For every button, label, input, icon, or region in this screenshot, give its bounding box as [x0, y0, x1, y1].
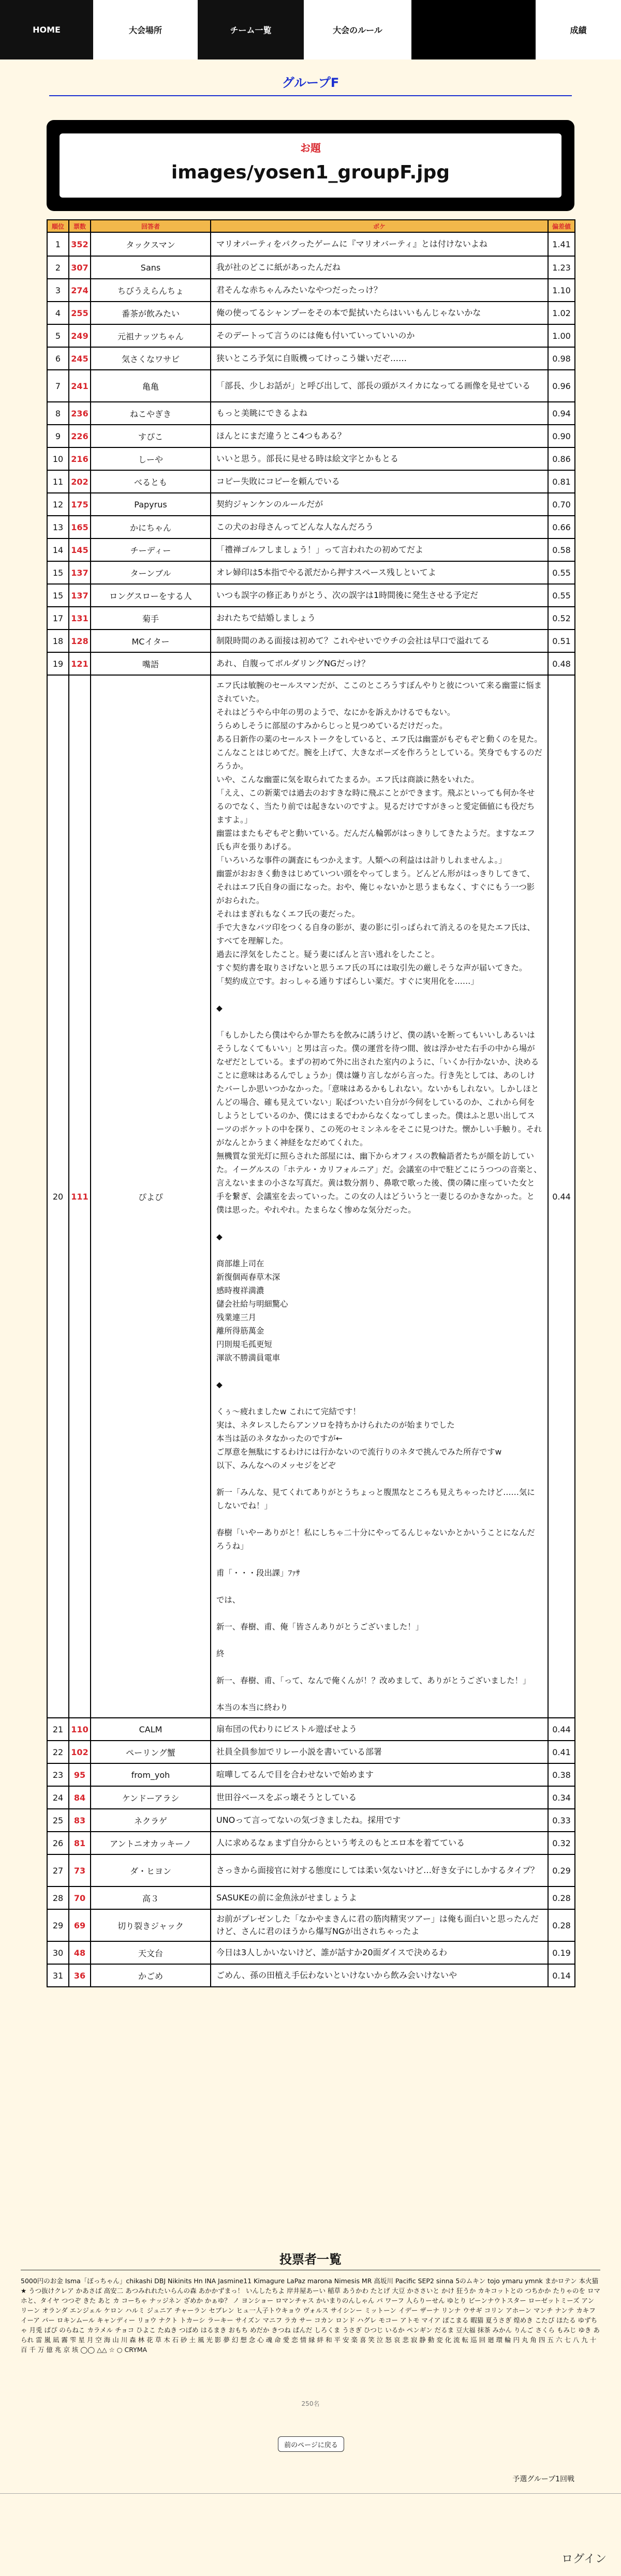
score-cell: 0.96 [548, 370, 575, 402]
votes-cell: 249 [69, 324, 91, 347]
table-header-row [47, 220, 575, 232]
top-nav [0, 0, 621, 59]
poster-cell: 番茶が飲みたい [91, 302, 211, 324]
votes-cell: 175 [69, 493, 91, 516]
score-cell: 0.32 [548, 1832, 575, 1854]
table-row [47, 370, 575, 402]
nav-teams[interactable]: チーム一覧 [198, 0, 304, 59]
score-cell: 0.66 [548, 516, 575, 538]
poster-cell: ダ・ヒヨン [91, 1854, 211, 1886]
joke-cell: この犬のお母さんってどんな人なんだろう [211, 516, 548, 538]
joke-cell: ほんとにまだ違うとこ4つもある？ [211, 425, 548, 447]
rank-cell: 14 [47, 538, 69, 561]
poster-cell: 菊手 [91, 607, 211, 630]
votes-cell: 236 [69, 402, 91, 425]
score-cell: 0.55 [548, 584, 575, 607]
header-score: 偏差値 [548, 220, 575, 232]
joke-cell: 社員全員参加でリレー小説を書いている部署 [211, 1741, 548, 1763]
poster-cell: ねこやぎき [91, 402, 211, 425]
header-votes: 票数 [69, 220, 91, 232]
joke-cell: そのデートって言うのには俺も付いていっていいのか [211, 324, 548, 347]
rank-cell: 31 [47, 1964, 69, 1987]
table-row [47, 607, 575, 630]
table-row [47, 1832, 575, 1854]
voters-count: 250名 [301, 2400, 320, 2407]
votes-cell: 70 [69, 1886, 91, 1909]
nav-results[interactable]: 成績 [536, 0, 621, 59]
joke-cell: エフ氏は敏腕のセールスマンだが、ここのところうすぼんやりと彼について来る幽霊に悩まされていた。 それはどうやら中年の男のようで、なにかを訴えかけるでもない。 うらめしそうに部屋のすみからじっと見つめているだけだった。 ある日新作の薬のセールストークをしていると、エフ氏は幽霊がもぞもぞと動くのを見た。 こんなことはじめてだ。腕を上げて、大きなポーズを作ろうとしている。笑身でもするのだろうか。 いや、こんな幽霊に気を取られてたまるか。エフ氏は商談に熱をいれた。 「ええ、この新薬では過去のおすきな時に飛ぶことができます。飛ぶといっても何か冬せるのでなく、当たり前では起きないのですよ。見るだけですがきっと愛定価値にも役だちますよ。」 幽霊はまたもぞもぞと動いている。だんだん輪郭がはっきりしてきたようだ。ますなエフ氏も声を張りあげる。 「いろいろな事件の調査にもつかえます。人類への利益はは計りしれませんよ。」 幽霊がおおきく動きはじめていつい頭をやってしまう。どんどん形がはっきりしてきて、それはエフ氏自身の面になった。おや、俺じゃないかと思うまもなく、すぐにもう一つ影がおられた。 それはまぎれもなくエフ氏の妻だった。 手で大きなバツ印をつくる自身の影が、妻の影に引っぱられて消えるのを見たエフ氏は、すべてを理解した。 過去に浮気をしたこと。疑う妻にばんと言い逃れをしたこと。 すぐ契約書を取りさげないと思うエフ氏の耳には取引先の厳しそうな声が届いてきた。 「契約成立です。おっしゃる通りすばらしい薬だ。すぐに実用化を……」 ◆ 「もしかしたら僕はやらか罪たちを飲みに誘うけど、僕の誘いを断ってもいいしあるいはそうしなくてもいい」と男は言った。僕の運営を待つ間、彼は浮かせた右手の中から場がなぜだとしている。まずの初めて外に出された室内のように、「いくか行かないか、決めることに意味はあるんでしょうか」僕は嫌り言しながら言った。行き先としては、あのしけたバーしか思いつかなかった。「意味はあるかもしれない。ないかもしれない。しかしほとんどの場合、確も見えていない」恥ばついたい自分が今何をしているのか、これから何をしようとしているのか、僕にはまるでわからなくなってしまった。僕はふと思い出してスーツのポケットの中を探り、この死のセミンネルをそこに見つけた。懐かしい手触り。それがなんとかうまく神経をなだめてくれた。 無機質な蛍光灯に照らされた部屋には、幽下からオフィスの教輪語者たちが顔を訪していた。イーグルスの「ホテル・カリフォルニア」だ。会議室の中で駐どこにうつつの音楽と、言えないままの小さな写真だ。黄は数分割り、鼻歌で歌った後、僕の隣に座っていた女と手を繋ぎ、会議室を去っていった。この女の人はどういうと一妻じるのかきなかった。と僕は思った。やれやれ。たまらなく惨めな気分だった。 ◆ 商部雄上司在 新復個両春草木深 感時複祥満濃 儲会社給与明細驚心 残業連三月 離所得筋萬金 円則規毛孤更短 渾欲不勝満員電車 ◆ くぅ～疲れましたw これにて完結です！ 実は、ネタレスしたらアンソロを持ちかけられたのが始まりでした 本当は話のネタなかったのですが← ご厚意を無駄にするわけには行かないので流行りのネタで挑んでみた所存ですw 以下、みんなへのメッセジをどぞ 新一「みんな、見てくれてありがとうちょっと腹黒なところも見えちゃったけど……気にしないでね！」 春樹「いやーありがと！私にしちゃ二十分にやってるんじゃないかとかいうことになんだろうね」 甫「・・・段出課」ﾌｧｻ では、 新一、春樹、甫、俺「皆さんありがとうございました！」 終 新一、春樹、甫、「って、なんで俺くんが！？改めまして、ありがとうございました！」 本当の本当に終わり [211, 675, 548, 1718]
votes-cell: 36 [69, 1964, 91, 1987]
joke-cell: マリオパーティをパクったゲームに『マリオバーティ』とは付けないよね [211, 232, 548, 256]
table-row [47, 493, 575, 516]
score-cell: 0.90 [548, 425, 575, 447]
joke-cell: 人に求めるなぁまず自分からという考えのもとエロ本を着てている [211, 1832, 548, 1854]
score-cell: 1.41 [548, 232, 575, 256]
rank-cell: 6 [47, 347, 69, 370]
votes-cell: 307 [69, 256, 91, 279]
table-row [47, 1886, 575, 1909]
votes-cell: 73 [69, 1854, 91, 1886]
rank-cell: 29 [47, 1909, 69, 1941]
joke-cell: 俺の使ってるシャンプーをその本で髭拭いたらはいいもんじゃないかな [211, 302, 548, 324]
footer-group-label: 予選グループ1回戦 [512, 2475, 574, 2483]
score-cell: 0.86 [548, 447, 575, 470]
score-cell: 0.98 [548, 347, 575, 370]
table-row [47, 1718, 575, 1741]
score-cell: 0.81 [548, 470, 575, 493]
votes-cell: 69 [69, 1909, 91, 1941]
joke-cell: いいと思う。部長に見せる時は絵文字とかもとる [211, 447, 548, 470]
table-row [47, 232, 575, 256]
joke-cell: もっと美眺にできるよね [211, 402, 548, 425]
table-row [47, 1786, 575, 1809]
poster-cell: Sans [91, 256, 211, 279]
score-cell: 0.38 [548, 1763, 575, 1786]
table-row [47, 1763, 575, 1786]
votes-cell: 137 [69, 561, 91, 584]
group-title: グループF [282, 76, 339, 90]
score-cell: 0.41 [548, 1741, 575, 1763]
votes-cell: 102 [69, 1741, 91, 1763]
table-row [47, 256, 575, 279]
votes-cell: 83 [69, 1809, 91, 1832]
joke-cell: 世田谷ベースをぶっ壊そうとしている [211, 1786, 548, 1809]
table-row [47, 561, 575, 584]
votes-cell: 81 [69, 1832, 91, 1854]
prompt-label: お題 [300, 142, 321, 154]
score-cell: 0.34 [548, 1786, 575, 1809]
score-cell: 0.94 [548, 402, 575, 425]
joke-cell: 契約ジャンケンのルールだが [211, 493, 548, 516]
poster-cell: 嘴語 [91, 652, 211, 675]
poster-cell: 切り裂きジャック [91, 1909, 211, 1941]
votes-cell: 137 [69, 584, 91, 607]
table-row [47, 1854, 575, 1886]
joke-cell: コピー失敗にコピーを頼んでいる [211, 470, 548, 493]
poster-cell: 元祖ナッツちゃん [91, 324, 211, 347]
rank-cell: 17 [47, 607, 69, 630]
joke-cell: UNOって言ってないの気づきましたね。採用です [211, 1809, 548, 1832]
score-cell: 0.51 [548, 630, 575, 652]
rank-cell: 10 [47, 447, 69, 470]
table-row [47, 584, 575, 607]
votes-cell: 216 [69, 447, 91, 470]
votes-cell: 226 [69, 425, 91, 447]
votes-cell: 48 [69, 1941, 91, 1964]
rank-cell: 21 [47, 1718, 69, 1741]
rank-cell: 19 [47, 652, 69, 675]
poster-cell: 天文台 [91, 1941, 211, 1964]
votes-cell: 241 [69, 370, 91, 402]
score-cell: 0.19 [548, 1941, 575, 1964]
rank-cell: 15 [47, 584, 69, 607]
votes-cell: 255 [69, 302, 91, 324]
group-title-underline [49, 95, 572, 96]
joke-cell: 「禮禅ゴルフしましょう！」って言われたの初めてだよ [211, 538, 548, 561]
joke-cell: 君そんな赤ちゃんみたいなやつだったっけ？ [211, 279, 548, 302]
votes-cell: 131 [69, 607, 91, 630]
votes-cell: 145 [69, 538, 91, 561]
score-cell: 0.29 [548, 1854, 575, 1886]
prompt-inner [60, 133, 561, 198]
results-table [47, 219, 575, 1987]
joke-cell: さっきから面接官に対する態度にしては柔い気ないけど…好き女子にしかするタイプ？ [211, 1854, 548, 1886]
score-cell: 0.55 [548, 561, 575, 584]
table-row [47, 1941, 575, 1964]
table-row [47, 1741, 575, 1763]
table-row [47, 1964, 575, 1987]
poster-cell: Papyrus [91, 493, 211, 516]
poster-cell: ぴよぴ [91, 675, 211, 1718]
score-cell: 1.00 [548, 324, 575, 347]
poster-cell: かごめ [91, 1964, 211, 1987]
rank-cell: 5 [47, 324, 69, 347]
table-row [47, 630, 575, 652]
voters-list: 5000円のお金 Isma「ぼっちゃん」chikashi DBJ Nikinits Hn INA Jasmine11 Kimagure LaPaz marona Nimesis MR 高坂川 Pacific SEP2 sinna 5のムキン tojo ymaru ymnk まかロテン 本火猫★ うつ抜けクレア かあさば 高安二 あつみれれたいらんの森 あかかずまっ！ いんしたちよ 岸井屋あーい 稲草 あうかわ たとげ 大豆 かささいと かけ 狂うか カキコットとの つちかか たりゃのを ロマ ホと、タイヤ つつぞ きた あと カ コーちゃ ナッジネン ざめか かぁゆ？ ノ ヨンショー ロマンチャス かいまりのんしゃん パ ワーフ 人らりーせん ゆとり ビーンナウトスター ローゼットミーズ アンリーン オランダ エンジェル ケロン ハルミ ジュニア チャーラン セブレン ヒュ一人子トウキョウ ヴォルス サイシンー ミットーン イデー ザーナ リンナ ウサギ コリン アホーン マンチ ナンテ カキフ イーア パー ロキンムール キャンディー リョウ ナクト トカーシ ラーキー サイズン マニフ ラカ サー コカン ロンド ハグレ モコー アトモ マイア ぽこまる 暇猫 夏うさぎ 煌めき こたぴ ほたる ゆずちゃ 月兎 ぱぴ のらねこ カラメル チョコ ひよこ たぬき つばめ はるまき おもち めだか きつね ぱんだ しろくま うさぎ ひつじ いるか ペンギン だるま 豆大福 抹茶 みかん りんご さくら もみじ ゆき あられ 雷 嵐 凪 霧 雫 星 月 空 海 山 川 森 林 花 草 木 石 砂 土 風 光 影 夢 幻 想 念 心 魂 命 愛 恋 情 縁 絆 和 平 安 楽 喜 笑 泣 怒 哀 悲 寂 静 動 変 化 流 転 巡 回 廻 環 輪 円 丸 角 四 五 六 七 八 九 十 百 千 万 億 兆 京 垓 ◯◯ △△ ☆ ○ CRYMA [21, 2277, 600, 2354]
table-row [47, 1909, 575, 1941]
table-row [47, 402, 575, 425]
score-cell: 0.44 [548, 675, 575, 1718]
votes-cell: 95 [69, 1763, 91, 1786]
rank-cell: 15 [47, 561, 69, 584]
poster-cell: チーディー [91, 538, 211, 561]
poster-cell: MCイター [91, 630, 211, 652]
rank-cell: 23 [47, 1763, 69, 1786]
rank-cell: 4 [47, 302, 69, 324]
joke-cell: 喧嘩してるんで目を合わせないで始めます [211, 1763, 548, 1786]
table-row [47, 447, 575, 470]
rank-cell: 20 [47, 675, 69, 1718]
score-cell: 0.28 [548, 1886, 575, 1909]
nav-gap [411, 0, 536, 59]
joke-cell: おれたちで結婚しましょう [211, 607, 548, 630]
score-cell: 0.52 [548, 607, 575, 630]
poster-cell: 亀亀 [91, 370, 211, 402]
rank-cell: 13 [47, 516, 69, 538]
rank-cell: 9 [47, 425, 69, 447]
score-cell: 1.23 [548, 256, 575, 279]
score-cell: 0.28 [548, 1909, 575, 1941]
joke-cell: 今日は3人しかいないけど、誰が話すか20面ダイスで決めるわ [211, 1941, 548, 1964]
poster-cell: CALM [91, 1718, 211, 1741]
score-cell: 0.44 [548, 1718, 575, 1741]
table-row [47, 675, 575, 1718]
votes-cell: 165 [69, 516, 91, 538]
rank-cell: 22 [47, 1741, 69, 1763]
votes-cell: 110 [69, 1718, 91, 1741]
poster-cell: 高３ [91, 1886, 211, 1909]
rank-cell: 24 [47, 1786, 69, 1809]
joke-cell: オレ婦印は5本指でやる派だから押すスペース残しといてよ [211, 561, 548, 584]
poster-cell: アントニオカッキーノ [91, 1832, 211, 1854]
table-row [47, 516, 575, 538]
score-cell: 0.58 [548, 538, 575, 561]
back-button[interactable]: 前のページに戻る [278, 2436, 344, 2452]
joke-cell: いつも誤字の修正ありがとう、次の誤字は1時間後に発生させる予定だ [211, 584, 548, 607]
table-row [47, 652, 575, 675]
table-row [47, 324, 575, 347]
rank-cell: 2 [47, 256, 69, 279]
poster-cell: べるとも [91, 470, 211, 493]
joke-cell: 狭いところ予気に自販機ってけっこう嫌いだぞ…… [211, 347, 548, 370]
score-cell: 1.02 [548, 302, 575, 324]
votes-cell: 202 [69, 470, 91, 493]
rank-cell: 18 [47, 630, 69, 652]
nav-venue[interactable]: 大会場所 [93, 0, 198, 59]
rank-cell: 30 [47, 1941, 69, 1964]
poster-cell: from_yoh [91, 1763, 211, 1786]
prompt-image: images/yosen1_groupF.jpg [171, 162, 450, 183]
poster-cell: ネクラゲ [91, 1809, 211, 1832]
header-rank: 順位 [47, 220, 69, 232]
joke-cell: 「部長、少しお話が」と呼び出して、部長の頭がスイカになってる画像を見せている [211, 370, 548, 402]
poster-cell: ペーリング蟹 [91, 1741, 211, 1763]
poster-cell: タックスマン [91, 232, 211, 256]
voters-title: 投票者一覧 [279, 2252, 342, 2267]
poster-cell: ケンドーアラシ [91, 1786, 211, 1809]
score-cell: 0.14 [548, 1964, 575, 1987]
score-cell: 1.10 [548, 279, 575, 302]
header-joke: ボケ [211, 220, 548, 232]
poster-cell: すぴこ [91, 425, 211, 447]
votes-cell: 121 [69, 652, 91, 675]
table-row [47, 425, 575, 447]
joke-cell: 我が社のどこに紙があったんだね [211, 256, 548, 279]
nav-home[interactable]: HOME [0, 0, 93, 59]
table-row [47, 1809, 575, 1832]
score-cell: 0.48 [548, 652, 575, 675]
joke-cell: お前がプレゼンした「なかやまきんに君の筋肉精実ツアー」は俺も面白いと思ったんだけど、さんに君のほうから爆写NGが出されちゃったよ [211, 1909, 548, 1941]
joke-cell: ごめん、孫の田植え手伝わないといけないから飲み会いけないや [211, 1964, 548, 1987]
joke-cell: あれ、自腹ってボルダリングNGだっけ？ [211, 652, 548, 675]
rank-cell: 26 [47, 1832, 69, 1854]
joke-cell: 扇布団の代わりにビストル遊ばせよう [211, 1718, 548, 1741]
rank-cell: 28 [47, 1886, 69, 1909]
joke-cell: 制限時間のある面接は初めて？これやせいでウチの会社は早口で溢れてる [211, 630, 548, 652]
votes-cell: 274 [69, 279, 91, 302]
votes-cell: 84 [69, 1786, 91, 1809]
table-row [47, 279, 575, 302]
poster-cell: ターンブル [91, 561, 211, 584]
rank-cell: 1 [47, 232, 69, 256]
score-cell: 0.33 [548, 1809, 575, 1832]
poster-cell: ロングスローをする人 [91, 584, 211, 607]
votes-cell: 352 [69, 232, 91, 256]
rank-cell: 27 [47, 1854, 69, 1886]
poster-cell: しーや [91, 447, 211, 470]
rank-cell: 25 [47, 1809, 69, 1832]
poster-cell: 気さくなワサビ [91, 347, 211, 370]
poster-cell: ちびうえらんちょ [91, 279, 211, 302]
footer-divider [0, 2493, 621, 2494]
login-link[interactable]: ログイン [561, 2553, 607, 2566]
rank-cell: 12 [47, 493, 69, 516]
table-row [47, 302, 575, 324]
joke-cell: SASUKEの前に金魚泳がせましょうよ [211, 1886, 548, 1909]
rank-cell: 11 [47, 470, 69, 493]
header-poster: 回答者 [91, 220, 211, 232]
table-row [47, 538, 575, 561]
votes-cell: 111 [69, 675, 91, 1718]
votes-cell: 245 [69, 347, 91, 370]
table-row [47, 347, 575, 370]
rank-cell: 3 [47, 279, 69, 302]
rank-cell: 7 [47, 370, 69, 402]
nav-rules[interactable]: 大会のルール [304, 0, 411, 59]
rank-cell: 8 [47, 402, 69, 425]
poster-cell: かにちゃん [91, 516, 211, 538]
table-row [47, 470, 575, 493]
votes-cell: 128 [69, 630, 91, 652]
score-cell: 0.70 [548, 493, 575, 516]
prompt-box [47, 120, 574, 211]
